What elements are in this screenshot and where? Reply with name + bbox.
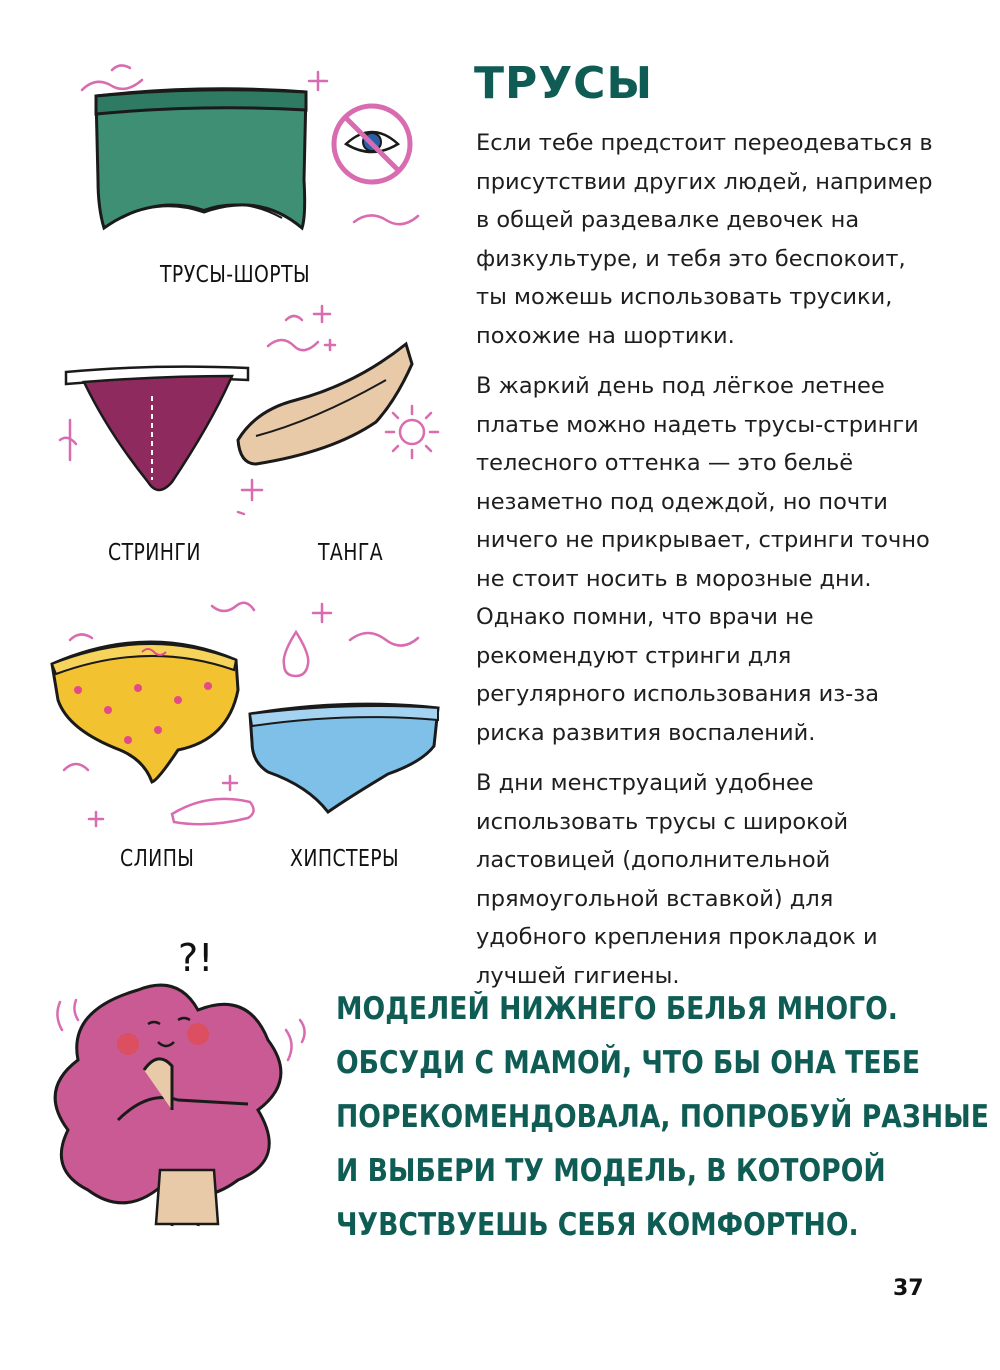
page-title: ТРУСЫ <box>474 58 654 109</box>
callout-line-3: ПОРЕКОМЕНДОВАЛА, ПОПРОБУЙ РАЗНЫЕ <box>336 1099 990 1135</box>
label-shorts: ТРУСЫ-ШОРТЫ <box>160 262 311 288</box>
shorts-illustration <box>92 88 322 238</box>
callout-advice <box>336 982 990 1252</box>
slips-illustration <box>48 630 248 790</box>
string-illustration <box>62 362 262 502</box>
label-tanga: ТАНГА <box>318 540 384 566</box>
flower-character <box>48 980 298 1240</box>
hipsters-illustration <box>248 702 448 822</box>
page-number: 37 <box>893 1276 924 1301</box>
callout-line-1: МОДЕЛЕЙ НИЖНЕГО БЕЛЬЯ МНОГО. <box>336 991 898 1027</box>
callout-line-4: И ВЫБЕРИ ТУ МОДЕЛЬ, В КОТОРОЙ <box>336 1153 886 1189</box>
paragraph-string: В жаркий день под лёгкое летнее платье можно надеть трусы-стринги телесного оттенка — это бельё незаметно под одеждой, но почти ничего не прикрывает, стринги точно не стоит носить в морозные дни. Однако помни, что врачи не рекомендуют стринги для регулярного использования из-за риска развития воспалений. <box>476 373 930 746</box>
paragraph-menstruation: В дни менструаций удобнее использовать трусы с широкой ластовицей (дополнительной прямоугольной вставкой) для удобного крепления прокладок и лучшей гигиены. <box>476 770 878 989</box>
paragraph-shorts: Если тебе предстоит переодеваться в присутствии других людей, например в общей раздевалке девочек на физкультуре, и тебя это беспокоит, ты можешь использовать трусики, похожие на шортики. <box>476 130 933 349</box>
callout-line-5: ЧУВСТВУЕШЬ СЕБЯ КОМФОРТНО. <box>336 1207 859 1243</box>
callout-line-2: ОБСУДИ С МАМОЙ, ЧТО БЫ ОНА ТЕБЕ <box>336 1045 921 1081</box>
crossed-eye-icon <box>328 100 418 190</box>
label-slips: СЛИПЫ <box>120 846 195 872</box>
pad-icon <box>168 790 258 830</box>
sun-icon <box>382 402 442 462</box>
thought-mark: ?! <box>178 936 214 980</box>
drop-icon <box>276 630 316 680</box>
label-string: СТРИНГИ <box>108 540 201 566</box>
label-hipsters: ХИПСТЕРЫ <box>290 846 400 872</box>
